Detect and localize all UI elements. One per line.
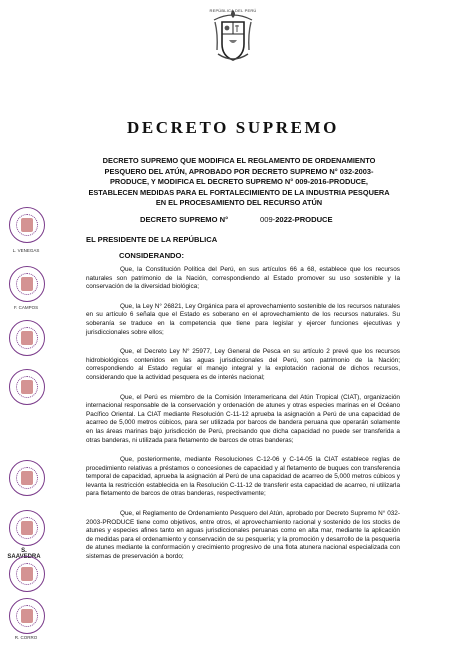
president-heading: EL PRESIDENTE DE LA REPÚBLICA — [86, 235, 218, 244]
heading-line: EN EL PROCESAMIENTO DEL RECURSO ATÚN — [155, 198, 323, 208]
stamp-caption: L. VENEGAS — [12, 248, 40, 253]
heading-line: ESTABLECEN MEDIDAS PARA EL FORTALECIMIENTO DE LA INDUSTRIA PESQUERA — [88, 187, 390, 197]
decree-number-label: DECRETO SUPREMO N° — [140, 215, 229, 224]
stamp-caption: F. CAMPOS — [13, 305, 39, 310]
heading-line: DECRETO SUPREMO QUE MODIFICA EL REGLAMENTO DE ORDENAMIENTO — [102, 156, 376, 165]
whereas-paragraph: Que, el Decreto Ley N° 25977, Ley General de Pesca en su artículo 2 prevé que los recursos hidrobiológicos contenidos en las aguas jurisdiccionales del Perú, son patrimonio de la Nación; correspondiendo al Estado regular el manejo integral y la explotación racional de dichos recursos, considerando que la actividad pesquera es de interés nacional; — [86, 348, 400, 381]
stamp-caption: R. CORRO — [14, 635, 38, 640]
document-title: DECRETO SUPREMO — [126, 118, 339, 137]
decree-number-prefix: 009- — [260, 215, 276, 224]
decree-number: 2022-PRODUCE — [275, 215, 333, 224]
stamp-signature-icon — [21, 609, 33, 623]
heading-line: PESQUERO DEL ATÚN, APROBADO POR DECRETO SUPREMO N° 032-2003- — [104, 166, 374, 176]
crest-caption: REPÚBLICA DEL PERÚ — [209, 8, 257, 13]
stamp-signature-icon — [21, 380, 33, 394]
decree-body — [86, 266, 400, 573]
approval-stamp — [9, 266, 45, 302]
approval-stamp — [9, 207, 45, 243]
whereas-paragraph: Que, la Ley N° 26821, Ley Orgánica para el aprovechamiento sostenible de los recursos naturales en su artículo 6 señala que el Estado es soberano en el aprovechamiento de los recursos naturales. Su soberanía se traduce en la competencia que tiene para legislar y ejercer funciones ejecutivas y jurisdiccionales sobre ellos; — [86, 302, 400, 336]
heading-line: PRODUCE, Y MODIFICA EL DECRETO SUPREMO N° 009-2016-PRODUCE, — [110, 177, 368, 187]
whereas-paragraph: Que, la Constitución Política del Perú, en sus artículos 66 a 68, establece que los recursos naturales son patrimonio de la Nación, correspondiendo al Estado promover su uso sostenible y la conservación de la diversidad biológica; — [86, 266, 400, 291]
whereas-paragraph: Que, el Reglamento de Ordenamiento Pesquero del Atún, aprobado por Decreto Supremo N° 032-2003-PRODUCE tiene como objetivos, entre otros, el aprovechamiento racional y sostenido de los stocks de atunes y especies afines tanto en aguas jurisdiccionales peruanas como en alta mar, mediante la aplicación de medidas para el ordenamiento y conservación de su pesquería; y la promoción y desarrollo de la pesquería de atunes mediante la conformación y crecimiento progresivo de una flota atunera nacional especializada con sistemas de preservación a bordo; — [86, 510, 400, 561]
stamp-signature-icon — [21, 218, 33, 232]
approval-stamp — [9, 510, 45, 546]
stamp-signature-icon — [21, 277, 33, 291]
stamp-signature-icon — [21, 471, 33, 485]
approval-stamp — [9, 320, 45, 356]
stamp-caption: S. SAAVEDRA — [7, 548, 41, 560]
national-coat-of-arms-icon — [210, 4, 256, 76]
decree-number-line — [140, 215, 333, 224]
stamp-signature-icon — [21, 521, 33, 535]
whereas-paragraph: Que, el Perú es miembro de la Comisión Interamericana del Atún Tropical (CIAT), organización internacional responsable de la conservación y ordenación de atunes y otras especies marinas en el Océano Pacífico Oriental. La CIAT mediante Resolución C-11-12 aprueba la asignación a Perú de una capacidad de acarreo de 5,000 metros cúbicos, para ser utilizada por barcos de bandera peruana que operarán solamente en las áreas marinas bajo jurisdicción de Perú, precisando que dicha capacidad no puede ser transferida a otras banderas, ni utilizada para fletamento de barcos de otras banderas; — [86, 393, 400, 444]
stamp-signature-icon — [21, 567, 33, 581]
approval-stamp — [9, 556, 45, 592]
approval-stamp — [9, 598, 45, 634]
whereas-paragraph: Que, posteriormente, mediante Resoluciones C-12-06 y C-14-05 la CIAT establece reglas de procedimiento relativas a préstamos o concesiones de capacidad y al fletamento de buques con transferencia temporal de capacidad, aprueba la asignación al Perú de una capacidad de acarreo de 5,000 metros cúbicos y levanta la restricción establecida en la Resolución C-11-12 de transferir esta capacidad de acarreo, ni utilizarla para fletamento de barcos de otras banderas, respectivamente; — [86, 456, 400, 498]
approval-stamp — [9, 460, 45, 496]
stamp-signature-icon — [21, 331, 33, 345]
approval-stamp — [9, 369, 45, 405]
considerando-heading: CONSIDERANDO: — [119, 251, 184, 260]
decree-heading — [84, 156, 394, 209]
